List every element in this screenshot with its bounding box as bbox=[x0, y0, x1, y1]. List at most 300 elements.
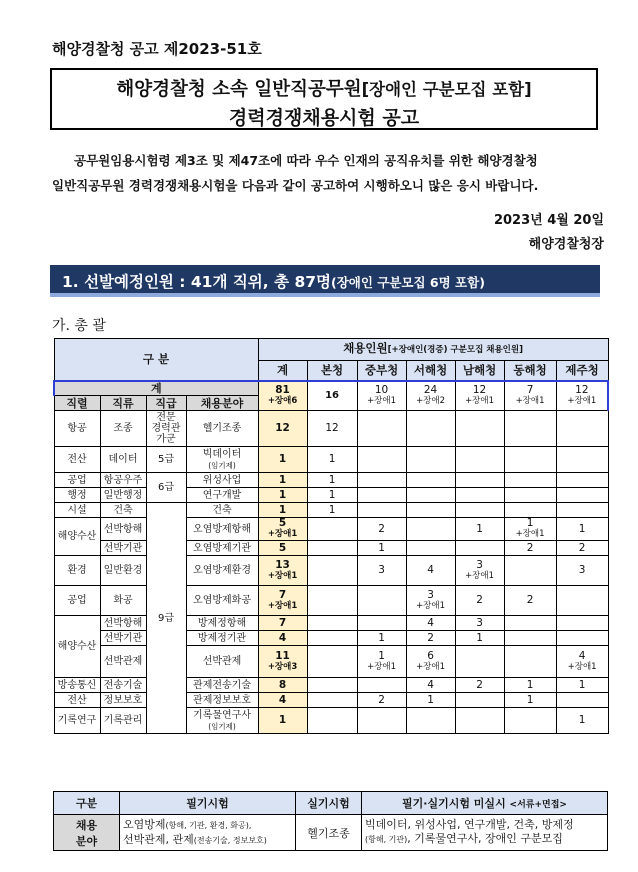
subheader-grade: 직급 bbox=[146, 396, 186, 411]
exam-none-line-2 bbox=[365, 832, 607, 847]
sub-heading: 가. 총 괄 bbox=[52, 318, 106, 334]
table-row bbox=[54, 556, 608, 586]
region-cell bbox=[556, 411, 608, 447]
region-cell bbox=[357, 447, 406, 473]
table-row bbox=[54, 473, 608, 488]
cell-number: 1 bbox=[328, 453, 336, 465]
field-cell bbox=[186, 473, 258, 488]
table-row bbox=[54, 541, 608, 556]
exam-none-2a: (항해, 기관) bbox=[365, 835, 408, 844]
series-cell: 전산 bbox=[54, 447, 100, 473]
region-cell bbox=[307, 616, 357, 631]
cell-disabled: +장애2 bbox=[416, 395, 446, 406]
cell-number: 1 bbox=[427, 693, 434, 706]
series-cell: 기록연구 bbox=[54, 708, 100, 734]
table-row bbox=[54, 646, 608, 678]
region-cell bbox=[406, 503, 455, 518]
branch-cell: 일반환경 bbox=[100, 556, 146, 586]
cell-disabled: +장애1 bbox=[367, 661, 397, 672]
table-row bbox=[54, 411, 608, 447]
subheader-series: 직렬 bbox=[54, 396, 100, 411]
exam-row-label-2: 분야 bbox=[75, 834, 98, 848]
grade-cell: 5급 bbox=[146, 447, 186, 473]
cell-number: 1 bbox=[476, 522, 483, 535]
field-name: 오염방제화공 bbox=[193, 595, 251, 606]
region-cell bbox=[556, 678, 608, 693]
header-region: 서해청 bbox=[406, 361, 455, 381]
field-name: 빅데이터 bbox=[202, 448, 242, 460]
branch-cell: 조종 bbox=[100, 411, 146, 447]
row-total-number: 1 bbox=[278, 453, 287, 465]
region-cell bbox=[406, 616, 455, 631]
region-cell bbox=[307, 693, 357, 708]
region-cell bbox=[504, 447, 556, 473]
cell-disabled: +장애1 bbox=[515, 395, 545, 406]
region-cell bbox=[307, 473, 357, 488]
region-cell bbox=[357, 708, 406, 734]
title-main: 해양경찰청 소속 일반직공무원 bbox=[116, 79, 362, 100]
table-row bbox=[54, 631, 608, 646]
field-name: 방제정항해 bbox=[197, 617, 247, 629]
intro-line-1: 공무원임용시험령 제3조 및 제47조에 따라 우수 인재의 공직유치를 위한 해양경찰청 bbox=[74, 153, 538, 168]
cell-number: 2 bbox=[526, 541, 534, 554]
row-total-number: 8 bbox=[278, 678, 287, 691]
series-cell: 시설 bbox=[54, 503, 100, 518]
region-cell bbox=[556, 586, 608, 616]
row-total-cell bbox=[258, 518, 307, 541]
cell-number: 1 bbox=[578, 678, 586, 691]
header-region: 동해청 bbox=[504, 361, 556, 381]
cell-number: 12 bbox=[325, 422, 339, 434]
region-cell bbox=[357, 586, 406, 616]
row-total-cell bbox=[258, 693, 307, 708]
total-row-label: 계 bbox=[54, 381, 258, 396]
row-total-cell bbox=[258, 411, 307, 447]
region-cell bbox=[556, 616, 608, 631]
total-row-cell bbox=[357, 381, 406, 411]
header-region: 제주청 bbox=[556, 361, 608, 381]
branch-cell: 데이터 bbox=[100, 447, 146, 473]
region-cell bbox=[307, 447, 357, 473]
intro-line-2: 일반직공무원 경력경쟁채용시험을 다음과 같이 공고하여 시행하오니 많은 응시 바랍니다. bbox=[52, 178, 539, 193]
branch-cell: 정보보호 bbox=[100, 693, 146, 708]
field-name: 기록물연구사 bbox=[193, 709, 251, 721]
series-cell: 해양수산 bbox=[54, 518, 100, 556]
cell-number: 2 bbox=[476, 678, 483, 691]
section-heading-small: (장애인 구분모집 6명 포함) bbox=[330, 275, 485, 290]
region-cell bbox=[357, 541, 406, 556]
field-cell bbox=[186, 631, 258, 646]
row-total-cell bbox=[258, 541, 307, 556]
row-total-number: 7 bbox=[278, 588, 287, 601]
table-row bbox=[54, 503, 608, 518]
row-total-number: 1 bbox=[278, 488, 287, 501]
cell-disabled: +장애1 bbox=[567, 661, 597, 672]
cell-number: 1 bbox=[526, 517, 534, 529]
exam-row-label-1: 채용 bbox=[75, 818, 98, 832]
region-cell bbox=[504, 693, 556, 708]
region-cell bbox=[556, 541, 608, 556]
exam-written-line-2 bbox=[123, 833, 295, 848]
branch-cell: 화공 bbox=[100, 586, 146, 616]
row-total-number: 5 bbox=[278, 517, 287, 529]
exam-written-1b: (항해, 기관, 환경, 화공), bbox=[165, 820, 252, 830]
region-cell bbox=[357, 503, 406, 518]
exam-header-none-small: <서류+면접> bbox=[509, 800, 567, 810]
region-cell bbox=[455, 488, 504, 503]
table-row bbox=[54, 616, 608, 631]
cell-number: 2 bbox=[578, 541, 586, 554]
cell-number: 7 bbox=[526, 383, 534, 396]
region-cell bbox=[307, 631, 357, 646]
grade-cell: 9급 bbox=[146, 503, 186, 734]
row-total-disabled: +장애1 bbox=[267, 570, 298, 581]
field-cell bbox=[186, 646, 258, 678]
row-total-cell bbox=[258, 473, 307, 488]
region-cell bbox=[504, 646, 556, 678]
region-cell bbox=[307, 411, 357, 447]
total-row-cell bbox=[307, 381, 357, 411]
region-cell bbox=[307, 488, 357, 503]
region-cell bbox=[455, 411, 504, 447]
region-cell bbox=[504, 503, 556, 518]
table-row bbox=[54, 678, 608, 693]
region-cell bbox=[406, 473, 455, 488]
cell-number: 24 bbox=[423, 383, 438, 396]
region-cell bbox=[406, 541, 455, 556]
title-box bbox=[50, 68, 598, 130]
row-total-disabled: +장애1 bbox=[267, 529, 298, 539]
title-line-2: 경력경쟁채용시험 공고 bbox=[228, 107, 420, 129]
cell-number: 4 bbox=[427, 564, 434, 576]
region-cell bbox=[455, 646, 504, 678]
branch-cell: 선박기관 bbox=[100, 631, 146, 646]
grade-line: 경력관 bbox=[151, 423, 181, 434]
field-cell bbox=[186, 541, 258, 556]
exam-none-fields bbox=[362, 815, 608, 851]
exam-practical-fields: 헬기조종 bbox=[296, 815, 362, 851]
exam-none-2b: , 기록물연구사, 장애인 구분모집 bbox=[407, 832, 563, 845]
region-cell bbox=[406, 693, 455, 708]
table-row bbox=[54, 586, 608, 616]
exam-row-label bbox=[54, 815, 120, 851]
field-cell bbox=[186, 503, 258, 518]
region-cell bbox=[504, 631, 556, 646]
branch-cell: 선박항해 bbox=[100, 518, 146, 541]
region-cell bbox=[455, 541, 504, 556]
field-cell bbox=[186, 411, 258, 447]
series-cell: 환경 bbox=[54, 556, 100, 586]
row-total-cell bbox=[258, 556, 307, 586]
table-row bbox=[54, 708, 608, 734]
subheader-field: 채용분야 bbox=[186, 396, 258, 411]
branch-cell: 선박항해 bbox=[100, 616, 146, 631]
region-cell bbox=[357, 646, 406, 678]
cell-number: 2 bbox=[378, 522, 385, 535]
exam-header-none-main: 필기·실기시험 미실시 bbox=[402, 797, 506, 810]
region-cell bbox=[504, 616, 556, 631]
region-cell bbox=[357, 473, 406, 488]
row-total-cell bbox=[258, 616, 307, 631]
cell-number: 1 bbox=[526, 693, 534, 706]
branch-cell: 전송기술 bbox=[100, 678, 146, 693]
field-name: 선박관제 bbox=[202, 656, 242, 667]
region-cell bbox=[504, 518, 556, 541]
region-cell bbox=[556, 708, 608, 734]
series-cell: 공업 bbox=[54, 473, 100, 488]
region-cell bbox=[307, 556, 357, 586]
header-region: 중부청 bbox=[357, 361, 406, 381]
cell-disabled: +장애1 bbox=[465, 395, 495, 406]
notice-date: 2023년 4월 20일 bbox=[493, 213, 604, 228]
region-cell bbox=[455, 473, 504, 488]
region-cell bbox=[556, 631, 608, 646]
cell-number: 2 bbox=[476, 594, 483, 606]
region-cell bbox=[504, 541, 556, 556]
field-sub: (임기제) bbox=[208, 460, 236, 470]
row-total-cell bbox=[258, 678, 307, 693]
notice-number: 해양경찰청 공고 제2023-51호 bbox=[52, 40, 262, 58]
cell-number: 4 bbox=[578, 649, 586, 662]
cell-number: 16 bbox=[325, 390, 339, 402]
region-cell bbox=[357, 556, 406, 586]
row-total-cell bbox=[258, 631, 307, 646]
region-cell bbox=[556, 518, 608, 541]
region-cell bbox=[556, 488, 608, 503]
field-name: 관제전송기술 bbox=[193, 679, 251, 691]
region-cell bbox=[406, 678, 455, 693]
branch-cell: 선박관제 bbox=[100, 646, 146, 678]
region-cell bbox=[504, 708, 556, 734]
section-heading-main: 1. 선발예정인원 : 41개 직위, 총 87명 bbox=[62, 273, 331, 291]
table-row bbox=[54, 488, 608, 503]
exam-header-gubun: 구분 bbox=[54, 792, 120, 815]
series-cell: 전산 bbox=[54, 693, 100, 708]
row-total-cell bbox=[258, 646, 307, 678]
region-cell bbox=[455, 447, 504, 473]
exam-written-1a: 오염방제 bbox=[123, 817, 166, 831]
exam-written-line-1 bbox=[123, 818, 295, 833]
region-cell bbox=[357, 488, 406, 503]
field-name: 헬기조종 bbox=[202, 423, 242, 434]
field-name: 위성사업 bbox=[202, 474, 242, 486]
header-total: 계 bbox=[258, 361, 307, 381]
cell-number: 3 bbox=[378, 564, 385, 576]
row-total-number: 4 bbox=[278, 631, 287, 644]
cell-number: 4 bbox=[427, 616, 434, 629]
row-total-cell bbox=[258, 503, 307, 518]
cell-number: 12 bbox=[472, 383, 487, 396]
field-name: 방제정기관 bbox=[197, 632, 247, 644]
region-cell bbox=[504, 678, 556, 693]
region-cell bbox=[307, 678, 357, 693]
cell-number: 1 bbox=[378, 541, 385, 554]
row-total-cell bbox=[258, 586, 307, 616]
table-row bbox=[54, 518, 608, 541]
series-cell: 행정 bbox=[54, 488, 100, 503]
grade-line: 전문 bbox=[156, 412, 176, 423]
row-total-number: 4 bbox=[278, 693, 287, 706]
exam-header-practical: 실기시험 bbox=[296, 792, 362, 815]
cell-number: 3 bbox=[476, 558, 483, 571]
header-region: 본청 bbox=[307, 361, 357, 381]
region-cell bbox=[406, 518, 455, 541]
branch-cell: 기록관리 bbox=[100, 708, 146, 734]
series-cell: 항공 bbox=[54, 411, 100, 447]
cell-disabled: +장애1 bbox=[367, 395, 397, 406]
total-row-cell bbox=[455, 381, 504, 411]
row-total-number: 5 bbox=[278, 541, 287, 554]
header-recruit bbox=[258, 339, 608, 361]
field-cell bbox=[186, 708, 258, 734]
table-row bbox=[54, 447, 608, 473]
field-name: 관제정보보호 bbox=[193, 694, 251, 706]
region-cell bbox=[556, 693, 608, 708]
grade-cell bbox=[146, 411, 186, 447]
cell-disabled: +장애1 bbox=[416, 661, 446, 672]
field-cell bbox=[186, 586, 258, 616]
cell-number: 6 bbox=[427, 649, 434, 662]
region-cell bbox=[504, 473, 556, 488]
region-cell bbox=[504, 556, 556, 586]
region-cell bbox=[406, 488, 455, 503]
region-cell bbox=[556, 473, 608, 488]
region-cell bbox=[455, 631, 504, 646]
field-cell bbox=[186, 616, 258, 631]
region-cell bbox=[504, 488, 556, 503]
region-cell bbox=[556, 646, 608, 678]
branch-cell: 일반행정 bbox=[100, 488, 146, 503]
branch-cell: 항공우주 bbox=[100, 473, 146, 488]
cell-number: 1 bbox=[328, 488, 336, 501]
region-cell bbox=[357, 616, 406, 631]
cell-number: 2 bbox=[427, 631, 434, 644]
row-total-number: 11 bbox=[275, 649, 290, 662]
title-small: [장애인 구분모집 포함] bbox=[361, 80, 532, 99]
field-name: 건축 bbox=[212, 504, 232, 516]
exam-header-none bbox=[362, 792, 608, 815]
region-cell bbox=[307, 518, 357, 541]
row-total-disabled: +장애3 bbox=[267, 661, 298, 672]
region-cell bbox=[307, 708, 357, 734]
exam-none-line-1: 빅데이터, 위성사업, 연구개발, 건축, 방제정 bbox=[365, 818, 574, 831]
region-cell bbox=[307, 586, 357, 616]
cell-number: 12 bbox=[575, 383, 589, 396]
region-cell bbox=[455, 693, 504, 708]
total-row-cell bbox=[556, 381, 608, 411]
row-total-cell bbox=[258, 488, 307, 503]
field-name: 오염방제환경 bbox=[193, 565, 251, 576]
region-cell bbox=[307, 503, 357, 518]
field-cell bbox=[186, 678, 258, 693]
total-row-cell bbox=[504, 381, 556, 411]
region-cell bbox=[357, 518, 406, 541]
grade-line: 가군 bbox=[156, 434, 176, 445]
region-cell bbox=[357, 631, 406, 646]
cell-number: 1 bbox=[328, 503, 336, 516]
region-cell bbox=[406, 556, 455, 586]
series-cell: 해양수산 bbox=[54, 616, 100, 678]
cell-number: 1 bbox=[378, 631, 385, 644]
field-name: 오염방제항해 bbox=[193, 523, 251, 535]
field-name: 오염방제기관 bbox=[193, 542, 251, 554]
cell-number: 1 bbox=[526, 678, 534, 691]
exam-header-written: 필기시험 bbox=[120, 792, 296, 815]
row-total-cell bbox=[258, 447, 307, 473]
region-cell bbox=[406, 631, 455, 646]
header-gubun: 구 분 bbox=[54, 339, 258, 381]
total-row-cell bbox=[406, 381, 455, 411]
cell-disabled: +장애1 bbox=[515, 529, 545, 539]
row-total-number: 1 bbox=[278, 714, 287, 726]
cell-number: 3 bbox=[476, 616, 483, 629]
branch-cell: 선박기관 bbox=[100, 541, 146, 556]
field-cell bbox=[186, 488, 258, 503]
cell-number: 1 bbox=[578, 522, 586, 535]
row-total-cell bbox=[258, 708, 307, 734]
region-cell bbox=[406, 411, 455, 447]
cell-number: 1 bbox=[378, 649, 385, 662]
grade-cell: 6급 bbox=[146, 473, 186, 503]
intro-paragraph bbox=[52, 148, 602, 198]
region-cell bbox=[307, 646, 357, 678]
row-total-number: 13 bbox=[275, 558, 290, 571]
cell-number: 1 bbox=[328, 473, 336, 486]
region-cell bbox=[357, 678, 406, 693]
series-cell: 방송통신 bbox=[54, 678, 100, 693]
region-cell bbox=[406, 447, 455, 473]
cell-number: 1 bbox=[578, 714, 586, 726]
region-cell bbox=[455, 556, 504, 586]
region-cell bbox=[307, 541, 357, 556]
signer: 해양경찰청장 bbox=[528, 237, 604, 252]
region-cell bbox=[455, 503, 504, 518]
total-row-total bbox=[258, 381, 307, 411]
region-cell bbox=[556, 556, 608, 586]
cell-number: 1 bbox=[476, 631, 483, 644]
field-cell bbox=[186, 518, 258, 541]
exam-written-2b: (전송기술, 정보보호) bbox=[193, 835, 267, 845]
region-cell bbox=[556, 447, 608, 473]
region-cell bbox=[357, 693, 406, 708]
row-total-disabled: +장애1 bbox=[267, 600, 298, 611]
exam-written-2a: 선박관제, 관제 bbox=[123, 832, 194, 846]
region-cell bbox=[556, 503, 608, 518]
row-total-number: 1 bbox=[278, 473, 287, 486]
field-name: 연구개발 bbox=[202, 489, 242, 501]
total-number: 81 bbox=[275, 383, 290, 396]
series-cell: 공업 bbox=[54, 586, 100, 616]
region-cell bbox=[406, 646, 455, 678]
cell-disabled: +장애1 bbox=[567, 395, 597, 406]
cell-number: 3 bbox=[578, 564, 586, 576]
region-cell bbox=[455, 586, 504, 616]
region-cell bbox=[504, 411, 556, 447]
row-total-number: 1 bbox=[278, 503, 287, 516]
recruitment-table bbox=[53, 338, 609, 734]
field-cell bbox=[186, 447, 258, 473]
cell-number: 2 bbox=[526, 594, 534, 606]
field-cell bbox=[186, 693, 258, 708]
region-cell bbox=[455, 678, 504, 693]
title-line-1 bbox=[52, 75, 596, 101]
cell-number: 3 bbox=[427, 588, 434, 601]
region-cell bbox=[504, 586, 556, 616]
branch-cell: 건축 bbox=[100, 503, 146, 518]
field-sub: (임기제) bbox=[208, 721, 236, 731]
header-recruit-main: 채용인원 bbox=[343, 341, 388, 355]
table-row bbox=[54, 693, 608, 708]
